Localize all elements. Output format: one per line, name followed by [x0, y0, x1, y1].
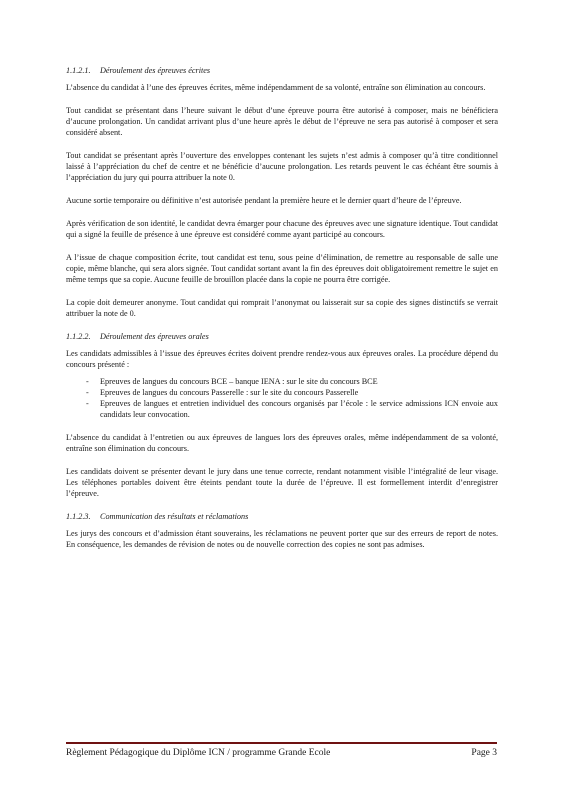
dash-icon: -: [86, 399, 89, 408]
document-page: [66, 58, 498, 562]
dash-icon: -: [86, 388, 89, 397]
paragraph: Tout candidat se présentant dans l’heure suivant le début d’une épreuve pourra être autorisé à composer, mais ne bénéficiera d’aucune prolongation. Un candidat arrivant plus d’une heure après le début de l’épreuve ne sera pas autorisé à composer et sera considéré absent.: [66, 106, 498, 137]
page-footer: [66, 748, 497, 758]
section-heading-orales: [66, 331, 498, 342]
section-number: 1.1.2.3.: [66, 512, 91, 521]
paragraph: Aucune sortie temporaire ou définitive n’est autorisée pendant la première heure et le dernier quart d’heure de l’épreuve.: [66, 196, 462, 205]
paragraph: L’absence du candidat à l’entretien ou aux épreuves de langues lors des épreuves orales, même indépendamment de sa volonté, entraîne son élimination du concours.: [66, 433, 498, 453]
list-item: [66, 398, 498, 420]
paragraph: A l’issue de chaque composition écrite, tout candidat est tenu, sous peine d’élimination, de remettre au responsable de salle une copie, même blanche, qui sera alors signée. Tout candidat sortant avant la fin des épreuves doit obligatoirement remettre le sujet en même temps que sa copie. Aucune feuille de brouillon placée dans la copie ne pourra être corrigée.: [66, 253, 498, 284]
section-title: Communication des résultats et réclamations: [100, 512, 249, 521]
list-item: [66, 387, 498, 398]
list-item-text: Epreuves de langues du concours BCE – banque IENA : sur le site du concours BCE: [100, 377, 378, 386]
list-item: [66, 376, 498, 387]
section-title: Déroulement des épreuves orales: [100, 332, 209, 341]
paragraph: L’absence du candidat à l’une des épreuves écrites, même indépendamment de sa volonté, entraîne son élimination au concours.: [66, 83, 486, 92]
paragraph: Les jurys des concours et d’admission étant souverains, les réclamations ne peuvent porter que sur des erreurs de report de notes. En conséquence, les demandes de révision de notes ou de nouvelle correction des copies ne sont pas admises.: [66, 529, 498, 549]
page-number: Page 3: [471, 748, 497, 758]
section-number: 1.1.2.1.: [66, 66, 91, 75]
section-title: Déroulement des épreuves écrites: [100, 66, 211, 75]
section-number: 1.1.2.2.: [66, 332, 91, 341]
list-item-text: Epreuves de langues du concours Passerelle : sur le site du concours Passerelle: [100, 388, 359, 397]
footer-rule: [66, 742, 497, 744]
paragraph: Après vérification de son identité, le candidat devra émarger pour chacune des épreuves avec une signature identique. Tout candidat qui a signé la feuille de présence à une épreuve est considéré comme ayant participé au concours.: [66, 219, 498, 239]
section-heading-resultats: [66, 511, 498, 522]
paragraph: Tout candidat se présentant après l’ouverture des enveloppes contenant les sujets n’est admis à composer qu’à titre conditionnel laissé à l’appréciation du chef de centre et ne bénéficie d’aucune prolongation. Les retards peuvent le cas échéant être soumis à l’appréciation du jury qui pourra attribuer la note 0.: [66, 151, 498, 182]
section-heading-ecrites: [66, 65, 498, 76]
paragraph: Les candidats doivent se présenter devant le jury dans une tenue correcte, rendant notamment visible l’intégralité de leur visage. Les téléphones portables doivent être éteints pendant toute la durée de l’épreuve. Il est formellement interdit d’enregistrer l’épreuve.: [66, 467, 498, 498]
paragraph: La copie doit demeurer anonyme. Tout candidat qui romprait l’anonymat ou laisserait sur sa copie des signes distinctifs se verrait attribuer la note de 0.: [66, 298, 498, 318]
paragraph: Les candidats admissibles à l’issue des épreuves écrites doivent prendre rendez-vous aux épreuves orales. La procédure dépend du concours présenté :: [66, 349, 498, 369]
list-item-text: Epreuves de langues et entretien individuel des concours organisés par l’école : le service admissions ICN envoie aux candidats leur convocation.: [100, 399, 498, 419]
bullet-list: [66, 376, 498, 420]
dash-icon: -: [86, 377, 89, 386]
footer-title: Règlement Pédagogique du Diplôme ICN / programme Grande Ecole: [66, 748, 331, 758]
